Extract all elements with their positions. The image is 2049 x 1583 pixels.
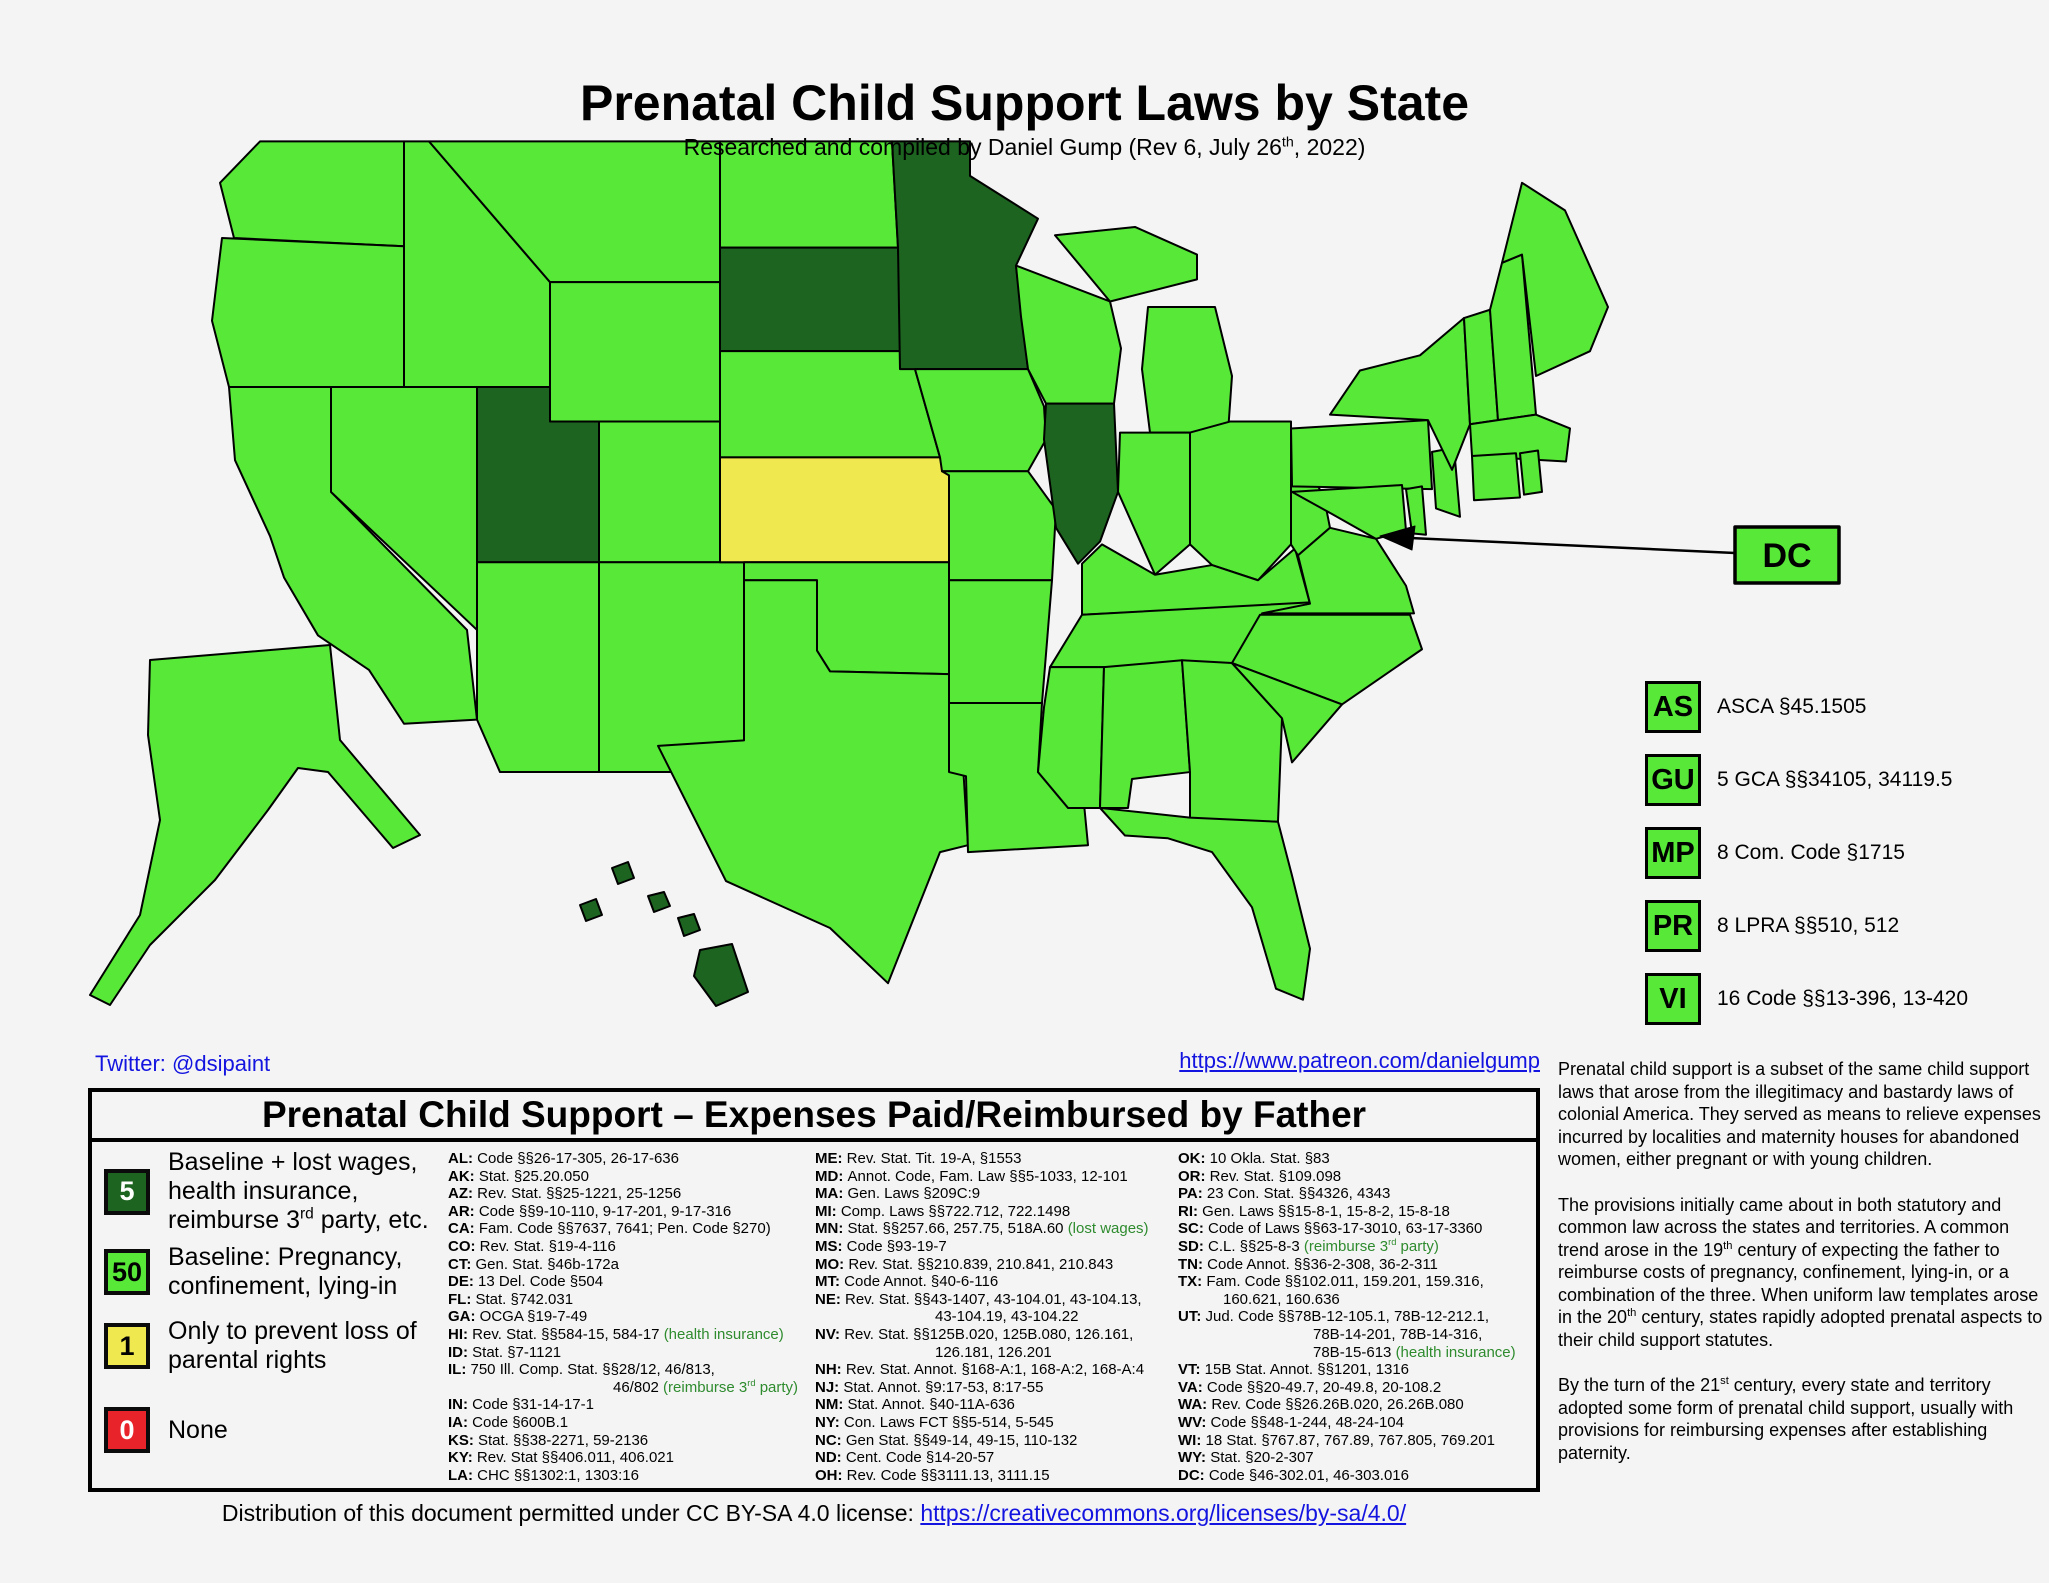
legend-swatch-parental_rights_only: 1 (104, 1323, 150, 1369)
statute-oh: OH: Rev. Code §§3111.13, 3111.15 (815, 1466, 1050, 1484)
statute-nh: NH: Rev. Stat. Annot. §168-A:1, 168-A:2, 168-A:4 (815, 1361, 1145, 1379)
state-oh (1190, 422, 1291, 581)
territory-box-pr: PR (1645, 900, 1701, 952)
page-subtitle: Researched and compiled by Daniel Gump (Rev 6, July 26th, 2022) (683, 134, 1366, 160)
legend-title: Prenatal Child Support – Expenses Paid/Reimbursed by Father (92, 1092, 1536, 1142)
statute-column-2 (815, 1150, 1149, 1484)
sidebar-text (1558, 1058, 2049, 1487)
state-ak (90, 645, 420, 1005)
statute-me: ME: Rev. Stat. Tit. 19-A, §1553 (815, 1150, 1022, 1167)
statute-continuation: 78B-15-613 (health insurance) (1313, 1343, 1516, 1361)
state-hi-island (612, 862, 634, 884)
legend-swatch-baseline_plus: 5 (104, 1169, 150, 1215)
statute-va: VA: Code §§20-49.7, 20-49.8, 20-108.2 (1178, 1378, 1442, 1396)
state-hi-island (648, 892, 670, 912)
statute-fl: FL: Stat. §742.031 (448, 1290, 574, 1308)
legend-item-50 (104, 1243, 440, 1301)
statute-tx: TX: Fam. Code §§102.011, 159.201, 159.316, (1178, 1273, 1484, 1291)
statute-ia: IA: Code §600B.1 (448, 1413, 569, 1431)
statute-nm: NM: Stat. Annot. §40-11A-636 (815, 1396, 1015, 1414)
territory-list (1645, 681, 1968, 1046)
statute-id: ID: Stat. §7-1121 (448, 1343, 562, 1361)
statute-il: IL: 750 Ill. Comp. Stat. §§28/12, 46/813, (448, 1361, 715, 1379)
state-hi-island (678, 914, 700, 936)
legend-label: Only to prevent loss of parental rights (168, 1317, 417, 1374)
legend-swatch-baseline: 50 (104, 1249, 150, 1295)
sidebar-paragraph-1: Prenatal child support is a subset of the same child support laws that arose from the illegitimacy and bastardy laws of colonial America. They served as means to relieve expenses incurred by localities and maternity houses for abandoned women, either pregnant or with young children. (1558, 1059, 2041, 1169)
legend-item-5 (104, 1148, 440, 1235)
statute-ms: MS: Code §93-19-7 (815, 1237, 947, 1255)
statute-ny: NY: Con. Laws FCT §§5-514, 5-545 (815, 1413, 1054, 1431)
legend-box (88, 1088, 1540, 1492)
state-ar (949, 580, 1052, 703)
statute-sd: SD: C.L. §§25-8-3 (reimburse 3rd party) (1178, 1236, 1439, 1255)
license-link[interactable]: https://creativecommons.org/licenses/by-sa/4.0/ (920, 1500, 1407, 1526)
territory-box-vi: VI (1645, 973, 1701, 1025)
statute-wi: WI: 18 Stat. §767.87, 767.89, 767.805, 769.201 (1178, 1431, 1495, 1449)
statute-continuation: 46/802 (reimburse 3rd party) (613, 1377, 799, 1396)
statute-column-3 (1178, 1150, 1516, 1484)
state-hi-island (694, 944, 748, 1006)
statute-note: (reimburse 3rd party) (1303, 1236, 1439, 1255)
statute-nd: ND: Cent. Code §14-20-57 (815, 1449, 995, 1467)
state-mn (892, 141, 1038, 369)
territory-row-vi (1645, 973, 1968, 1025)
sidebar-paragraph-2: The provisions initially came about in both statutory and common law across the states and territories. A common trend arose in the 19th century of expecting the father to reimburse costs of pregnancy, confinement, lying-in, or a combination of the three. When uniform law templates arose in the 20th century, states rapidly adopted prenatal aspects to their child support statutes. (1558, 1194, 2043, 1350)
territory-citation: 5 GCA §§34105, 34119.5 (1717, 768, 1953, 791)
territory-row-pr (1645, 900, 1968, 952)
page-title: Prenatal Child Support Laws by State (579, 75, 1470, 131)
statute-ak: AK: Stat. §25.20.050 (448, 1167, 589, 1185)
statute-ct: CT: Gen. Stat. §46b-172a (448, 1255, 619, 1273)
territory-row-as (1645, 681, 1968, 733)
statute-ga: GA: OCGA §19-7-49 (448, 1308, 588, 1326)
statute-ne: NE: Rev. Stat. §§43-1407, 43-104.01, 43-104.13, (815, 1290, 1142, 1308)
legend-label: Baseline: Pregnancy, confinement, lying-in (168, 1243, 403, 1300)
legend-label: Baseline + lost wages, health insurance, reimburse 3rd party, etc. (168, 1148, 429, 1234)
statute-mt: MT: Code Annot. §40-6-116 (815, 1273, 999, 1291)
statute-in: IN: Code §31-14-17-1 (448, 1396, 594, 1414)
statute-nc: NC: Gen Stat. §§49-14, 49-15, 110-132 (815, 1431, 1078, 1449)
territory-citation: 8 LPRA §§510, 512 (1717, 914, 1900, 937)
statute-column-1 (448, 1150, 798, 1484)
statute-dc: DC: Code §46-302.01, 46-303.016 (1178, 1466, 1409, 1484)
statute-vt: VT: 15B Stat. Annot. §§1201, 1316 (1178, 1361, 1410, 1379)
statute-az: AZ: Rev. Stat. §§25-1221, 25-1256 (448, 1185, 682, 1203)
statute-nv: NV: Rev. Stat. §§125B.020, 125B.080, 126.161, (815, 1325, 1134, 1343)
statute-pa: PA: 23 Con. Stat. §§4326, 4343 (1178, 1185, 1391, 1203)
us-mainland (212, 141, 1608, 999)
statute-la: LA: CHC §§1302:1, 1303:16 (448, 1466, 639, 1484)
statute-ky: KY: Rev. Stat §§406.011, 406.021 (448, 1449, 674, 1467)
statute-ut: UT: Jud. Code §§78B-12-105.1, 78B-12-212.1, (1178, 1308, 1490, 1326)
statute-ok: OK: 10 Okla. Stat. §83 (1178, 1150, 1330, 1167)
license-text: Distribution of this document permitted under CC BY-SA 4.0 license: (221, 1500, 921, 1526)
statute-nj: NJ: Stat. Annot. §9:17-53, 8:17-55 (815, 1378, 1044, 1396)
statute-ma: MA: Gen. Laws §209C:9 (815, 1185, 981, 1203)
state-sd (720, 248, 905, 352)
statute-mo: MO: Rev. Stat. §§210.839, 210.841, 210.843 (815, 1255, 1114, 1273)
state-ct (1472, 453, 1520, 500)
statute-continuation: 160.621, 160.636 (1223, 1290, 1340, 1308)
state-az (477, 562, 599, 772)
statute-ri: RI: Gen. Laws §§15-8-1, 15-8-2, 15-8-18 (1178, 1202, 1450, 1220)
state-hi (580, 862, 748, 1006)
statute-continuation: 43-104.19, 43-104.22 (935, 1308, 1079, 1326)
license-line (88, 1500, 1540, 1527)
sidebar-paragraph-3: By the turn of the 21st century, every state and territory adopted some form of prenatal child support, usually with provisions for reimbursing expenses after establishing paternity. (1558, 1375, 2014, 1463)
territory-row-mp (1645, 827, 1968, 879)
statute-tn: TN: Code Annot. §§36-2-308, 36-2-311 (1178, 1255, 1438, 1273)
statute-note: (reimburse 3rd party) (663, 1377, 799, 1396)
statute-continuation: 126.181, 126.201 (935, 1343, 1052, 1361)
legend-item-0 (104, 1407, 440, 1453)
statute-ar: AR: Code §§9-10-110, 9-17-201, 9-17-316 (448, 1202, 732, 1220)
patreon-link[interactable]: https://www.patreon.com/danielgump (1179, 1048, 1540, 1073)
legend-item-1 (104, 1317, 440, 1375)
statute-wv: WV: Code §§48-1-244, 48-24-104 (1178, 1413, 1404, 1431)
state-or (212, 238, 404, 387)
state-nm (599, 562, 744, 772)
territory-box-mp: MP (1645, 827, 1701, 879)
statute-wa: WA: Rev. Code §§26.26B.020, 26.26B.080 (1178, 1396, 1464, 1414)
state-ks (720, 457, 949, 562)
statute-note: (health insurance) (663, 1325, 784, 1343)
territory-citation: ASCA §45.1505 (1717, 695, 1867, 718)
statute-al: AL: Code §§26-17-305, 26-17-636 (448, 1150, 679, 1167)
statute-ca: CA: Fam. Code §§7637, 7641; Pen. Code §270) (448, 1220, 771, 1238)
statute-de: DE: 13 Del. Code §504 (448, 1273, 604, 1291)
statute-mi: MI: Comp. Laws §§722.712, 722.1498 (815, 1202, 1071, 1220)
territory-citation: 8 Com. Code §1715 (1717, 841, 1905, 864)
legend-swatch-none: 0 (104, 1407, 150, 1453)
dc-callout-label: DC (1762, 537, 1812, 575)
dc-callout-arrow (1410, 538, 1735, 553)
territory-box-as: AS (1645, 681, 1701, 733)
territory-box-gu: GU (1645, 754, 1701, 806)
state-al (1100, 660, 1190, 808)
statute-note: (health insurance) (1395, 1343, 1516, 1361)
legend-items (104, 1148, 440, 1453)
state-in (1118, 433, 1190, 575)
territory-row-gu (1645, 754, 1968, 806)
state-mo (942, 471, 1056, 580)
statute-co: CO: Rev. Stat. §19-4-116 (448, 1237, 616, 1255)
statute-md: MD: Annot. Code, Fam. Law §§5-1033, 12-101 (815, 1167, 1128, 1185)
legend-label: None (168, 1415, 228, 1444)
state-pa (1291, 420, 1432, 489)
state-fl (1100, 808, 1310, 1000)
statute-continuation: 78B-14-201, 78B-14-316, (1313, 1325, 1483, 1343)
twitter-link[interactable]: Twitter: @dsipaint (95, 1051, 271, 1076)
statute-note: (lost wages) (1067, 1220, 1149, 1238)
state-hi-island (580, 899, 602, 921)
statute-sc: SC: Code of Laws §§63-17-3010, 63-17-3360 (1178, 1220, 1483, 1238)
statute-mn: MN: Stat. §§257.66, 257.75, 518A.60 (lost wages) (815, 1220, 1149, 1238)
state-wy (550, 282, 720, 421)
statute-hi: HI: Rev. Stat. §§584-15, 584-17 (health insurance) (448, 1325, 784, 1343)
state-mi-lower-peninsula (1142, 307, 1232, 433)
territory-citation: 16 Code §§13-396, 13-420 (1717, 987, 1969, 1010)
statute-wy: WY: Stat. §20-2-307 (1178, 1449, 1314, 1467)
statute-ks: KS: Stat. §§38-2271, 59-2136 (448, 1431, 649, 1449)
statute-or: OR: Rev. Stat. §109.098 (1178, 1167, 1342, 1185)
state-ri (1520, 451, 1542, 495)
